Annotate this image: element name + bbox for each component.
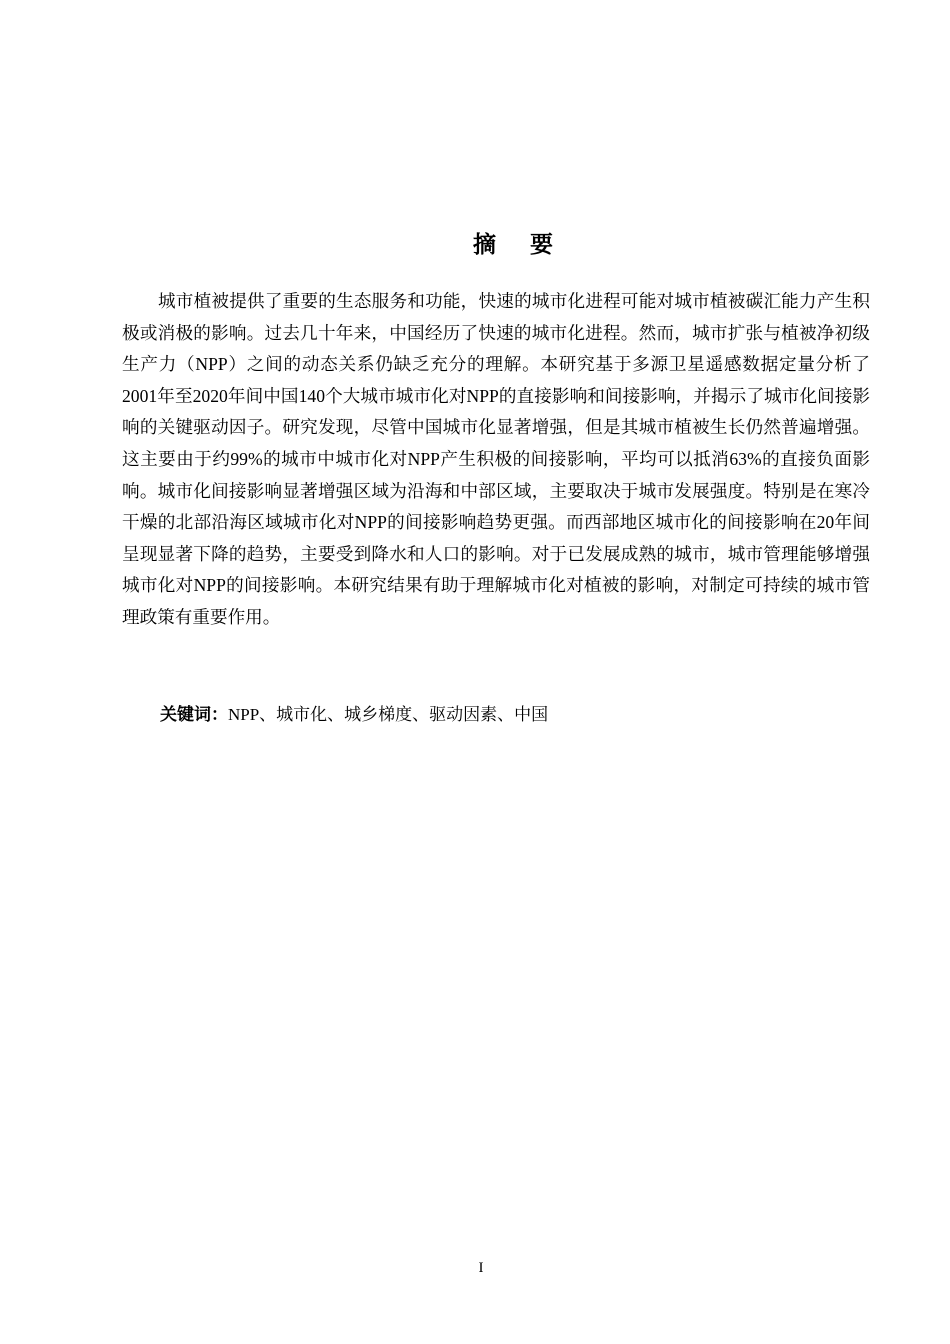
title-char-2: 要 (530, 232, 553, 258)
title-char-1: 摘 (473, 232, 496, 258)
keywords-line (160, 702, 860, 728)
abstract-paragraph: 城市植被提供了重要的生态服务和功能，快速的城市化进程可能对城市植被碳汇能力产生积极或消极的影响。过去几十年来，中国经历了快速的城市化进程。然而，城市扩张与植被净初级生产力（NPP）之间的动态关系仍缺乏充分的理解。本研究基于多源卫星遥感数据定量分析了2001年至2020年间中国140个大城市城市化对NPP的直接影响和间接影响，并揭示了城市化间接影响的关键驱动因子。研究发现，尽管中国城市化显著增强，但是其城市植被生长仍然普遍增强。这主要由于约99%的城市中城市化对NPP产生积极的间接影响，平均可以抵消63%的直接负面影响。城市化间接影响显著增强区域为沿海和中部区域，主要取决于城市发展强度。特别是在寒冷干燥的北部沿海区域城市化对NPP的间接影响趋势更强。而西部地区城市化的间接影响在20年间呈现显著下降的趋势，主要受到降水和人口的影响。对于已发展成熟的城市，城市管理能够增强城市化对NPP的间接影响。本研究结果有助于理解城市化对植被的影响，对制定可持续的城市管理政策有重要作用。 (122, 291, 870, 627)
keywords-value: NPP、城市化、城乡梯度、驱动因素、中国 (228, 705, 549, 724)
keywords-label: 关键词： (160, 705, 228, 725)
page-number: I (478, 1260, 484, 1276)
page-title (0, 226, 950, 259)
